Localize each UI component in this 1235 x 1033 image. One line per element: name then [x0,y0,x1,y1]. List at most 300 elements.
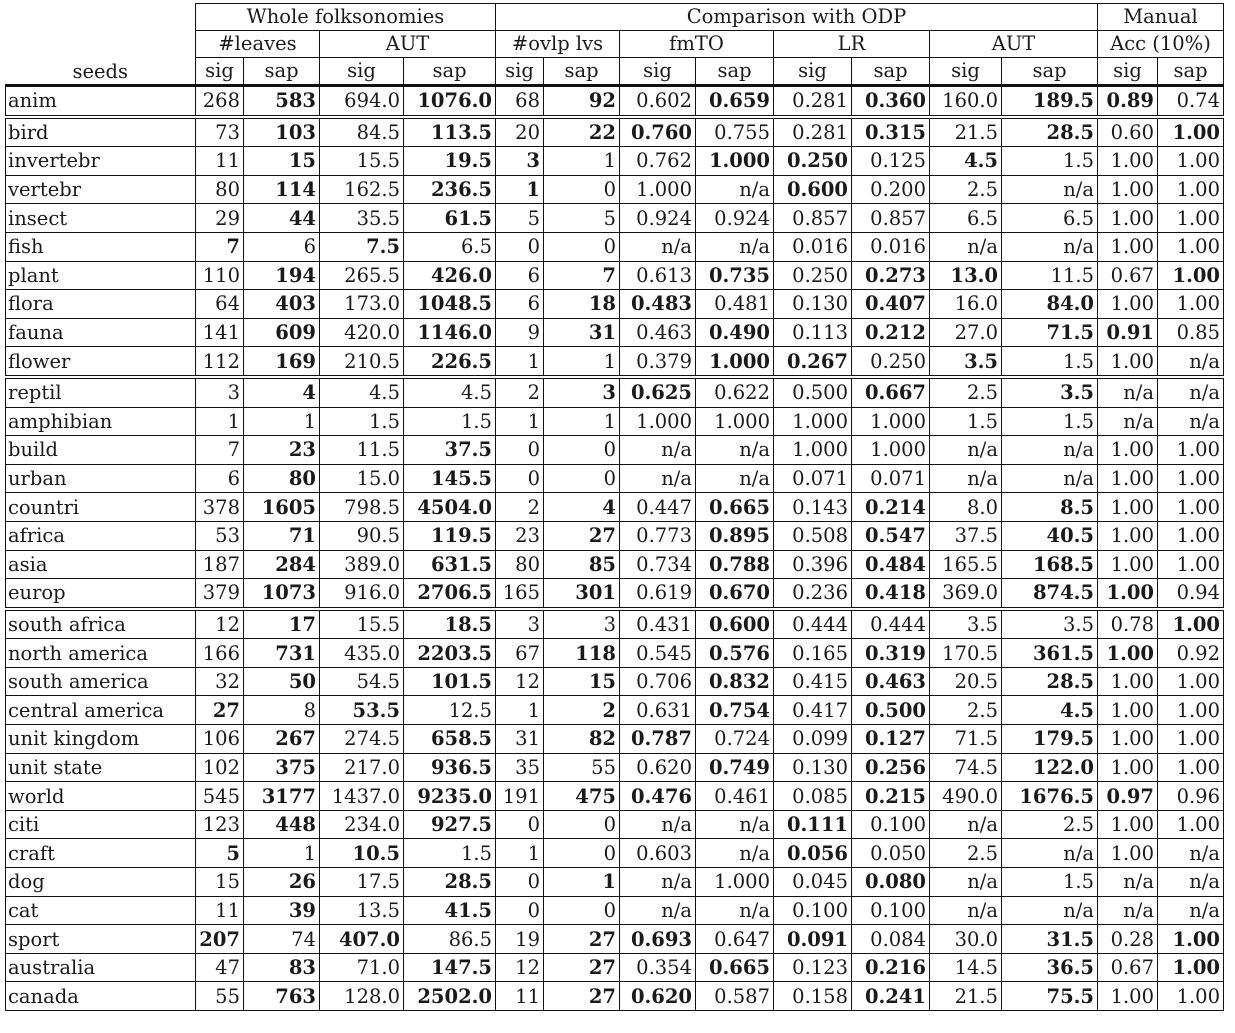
value-cell: 1.00 [1158,117,1224,147]
value-cell: 1073 [244,579,320,609]
value-cell: n/a [930,868,1002,897]
value-cell: 1.00 [1158,464,1224,493]
value-cell: 2 [496,493,544,522]
method-header: sig [620,58,696,86]
value-cell: 1.00 [1158,175,1224,204]
value-cell: 80 [244,464,320,493]
value-cell: 3 [544,377,620,407]
value-cell: 1.00 [1158,521,1224,550]
metric-header: fmTO [620,31,774,58]
value-cell: 0.613 [620,261,696,290]
value-cell: 1 [544,347,620,377]
value-cell: 1.00 [1098,667,1158,696]
value-cell: 1.00 [1098,493,1158,522]
value-cell: 55 [196,982,244,1011]
value-cell: n/a [1002,436,1098,465]
value-cell: 3.5 [930,609,1002,639]
value-cell: 0.74 [1158,86,1224,117]
value-cell: 0 [544,436,620,465]
value-cell: 1.000 [620,175,696,204]
value-cell: n/a [1002,464,1098,493]
value-cell: 110 [196,261,244,290]
metric-header: LR [774,31,930,58]
value-cell: 9 [496,318,544,347]
value-cell: 119.5 [404,521,496,550]
value-cell: 0.508 [774,521,852,550]
value-cell: 0.354 [620,953,696,982]
value-cell: 2 [544,696,620,725]
value-cell: 191 [496,782,544,811]
value-cell: 1.5 [1002,407,1098,436]
value-cell: 284 [244,550,320,579]
value-cell: 92 [544,86,620,117]
value-cell: 274.5 [320,725,404,754]
value-cell: 916.0 [320,579,404,609]
value-cell: 113.5 [404,117,496,147]
value-cell: n/a [620,436,696,465]
value-cell: 0.665 [696,953,774,982]
value-cell: 1 [496,175,544,204]
value-cell: 1146.0 [404,318,496,347]
value-cell: 15.0 [320,464,404,493]
value-cell: 3.5 [930,347,1002,377]
seed-cell: world [6,782,196,811]
value-cell: 61.5 [404,204,496,233]
group-header: Comparison with ODP [496,4,1098,31]
value-cell: 0.484 [852,550,930,579]
value-cell: 2502.0 [404,982,496,1011]
value-cell: 0.545 [620,639,696,668]
value-cell: 3.5 [1002,377,1098,407]
seed-cell: citi [6,810,196,839]
value-cell: 10.5 [320,839,404,868]
group-header: Whole folksonomies [196,4,496,31]
value-cell: 0.94 [1158,579,1224,609]
value-cell: 0.360 [852,86,930,117]
value-cell: 389.0 [320,550,404,579]
value-cell: 0.080 [852,868,930,897]
value-cell: 763 [244,982,320,1011]
value-cell: 35.5 [320,204,404,233]
value-cell: 6.5 [404,232,496,261]
value-cell: 1.5 [1002,147,1098,176]
value-cell: 217.0 [320,753,404,782]
table-row [6,147,1224,176]
value-cell: 1.00 [1158,753,1224,782]
method-header: sap [696,58,774,86]
value-cell: 1.5 [1002,347,1098,377]
value-cell: 8 [244,696,320,725]
value-cell: 20 [496,117,544,147]
value-cell: 0.273 [852,261,930,290]
value-cell: 0.85 [1158,318,1224,347]
value-cell: 6 [244,232,320,261]
value-cell: 0.123 [774,953,852,982]
value-cell: 0.773 [620,521,696,550]
value-cell: 64 [196,290,244,319]
metric-header: #leaves [196,31,320,58]
value-cell: 0 [544,839,620,868]
seed-cell: reptil [6,377,196,407]
value-cell: 0.016 [852,232,930,261]
value-cell: 169 [244,347,320,377]
value-cell: n/a [1158,407,1224,436]
table-row [6,725,1224,754]
value-cell: 84.0 [1002,290,1098,319]
seed-cell: cat [6,896,196,925]
value-cell: 1.00 [1158,493,1224,522]
value-cell: 265.5 [320,261,404,290]
value-cell: 0.415 [774,667,852,696]
seed-cell: urban [6,464,196,493]
value-cell: 1.00 [1098,639,1158,668]
value-cell: 12 [496,953,544,982]
value-cell: 0.576 [696,639,774,668]
value-cell: 0.100 [852,810,930,839]
value-cell: n/a [1158,896,1224,925]
value-cell: 85 [544,550,620,579]
value-cell: 0.216 [852,953,930,982]
group-header-row [6,4,1224,31]
value-cell: 1.00 [1158,204,1224,233]
value-cell: 0.91 [1098,318,1158,347]
value-cell: 267 [244,725,320,754]
value-cell: 4.5 [1002,696,1098,725]
value-cell: 84.5 [320,117,404,147]
value-cell: 0.281 [774,86,852,117]
value-cell: 0.603 [620,839,696,868]
value-cell: 15.5 [320,147,404,176]
value-cell: 47 [196,953,244,982]
metric-header: AUT [320,31,496,58]
value-cell: 0.236 [774,579,852,609]
value-cell: 234.0 [320,810,404,839]
value-cell: 1076.0 [404,86,496,117]
value-cell: 1 [544,868,620,897]
value-cell: n/a [930,896,1002,925]
value-cell: 187 [196,550,244,579]
value-cell: 80 [496,550,544,579]
value-cell: 35 [496,753,544,782]
value-cell: 7 [196,232,244,261]
value-cell: 27 [544,953,620,982]
value-cell: 0.084 [852,925,930,954]
value-cell: 631.5 [404,550,496,579]
value-cell: 2.5 [930,839,1002,868]
value-cell: 1.00 [1098,436,1158,465]
value-cell: 0.071 [774,464,852,493]
value-cell: 165.5 [930,550,1002,579]
value-cell: 0.483 [620,290,696,319]
value-cell: 1.00 [1098,725,1158,754]
value-cell: 927.5 [404,810,496,839]
value-cell: 1.00 [1158,725,1224,754]
value-cell: 165 [496,579,544,609]
method-header: sap [852,58,930,86]
value-cell: 1.000 [774,436,852,465]
table-row [6,493,1224,522]
table-row [6,696,1224,725]
value-cell: 936.5 [404,753,496,782]
value-cell: 0.857 [774,204,852,233]
method-header: sig [1098,58,1158,86]
value-cell: 189.5 [1002,86,1098,117]
value-cell: 1.00 [1098,550,1158,579]
value-cell: 0.281 [774,117,852,147]
seed-cell: unit kingdom [6,725,196,754]
seed-cell: flora [6,290,196,319]
value-cell: 27 [196,696,244,725]
value-cell: 18 [544,290,620,319]
value-cell: 0.67 [1098,953,1158,982]
table-row [6,868,1224,897]
value-cell: 1.00 [1098,232,1158,261]
value-cell: 1.00 [1098,347,1158,377]
value-cell: 1.000 [696,868,774,897]
value-cell: 128.0 [320,982,404,1011]
value-cell: 0.693 [620,925,696,954]
value-cell: 2203.5 [404,639,496,668]
value-cell: n/a [1002,839,1098,868]
value-cell: 1.00 [1158,436,1224,465]
value-cell: 0 [496,232,544,261]
value-cell: 1.000 [852,407,930,436]
value-cell: 0.250 [852,347,930,377]
value-cell: 54.5 [320,667,404,696]
value-cell: 4 [244,377,320,407]
value-cell: 37.5 [930,521,1002,550]
value-cell: 435.0 [320,639,404,668]
seed-cell: europ [6,579,196,609]
value-cell: 1.00 [1158,953,1224,982]
value-cell: 31 [544,318,620,347]
value-cell: 236.5 [404,175,496,204]
value-cell: 1.00 [1098,464,1158,493]
value-cell: 0.396 [774,550,852,579]
value-cell: 27 [544,925,620,954]
value-cell: 0 [544,896,620,925]
value-cell: 23 [496,521,544,550]
value-cell: 6 [496,261,544,290]
value-cell: 0.241 [852,982,930,1011]
value-cell: 0.250 [774,261,852,290]
value-cell: 0.071 [852,464,930,493]
value-cell: 19 [496,925,544,954]
value-cell: 1.00 [1098,982,1158,1011]
value-cell: 21.5 [930,117,1002,147]
value-cell: 0.735 [696,261,774,290]
seed-cell: craft [6,839,196,868]
value-cell: 11 [196,147,244,176]
value-cell: 0.214 [852,493,930,522]
value-cell: n/a [620,896,696,925]
value-cell: 12 [496,667,544,696]
value-cell: 0.754 [696,696,774,725]
seed-cell: invertebr [6,147,196,176]
value-cell: 301 [544,579,620,609]
table-row [6,753,1224,782]
value-cell: 0.832 [696,667,774,696]
value-cell: 90.5 [320,521,404,550]
value-cell: 420.0 [320,318,404,347]
value-cell: n/a [1158,868,1224,897]
value-cell: n/a [696,175,774,204]
value-cell: 73 [196,117,244,147]
value-cell: 0.500 [774,377,852,407]
table-row [6,86,1224,117]
value-cell: n/a [1098,377,1158,407]
value-cell: 0.734 [620,550,696,579]
value-cell: 74 [244,925,320,954]
value-cell: n/a [1158,839,1224,868]
value-cell: 3 [496,609,544,639]
value-cell: 1 [544,407,620,436]
value-cell: 0 [496,464,544,493]
value-cell: 0.463 [852,667,930,696]
value-cell: 50 [244,667,320,696]
value-cell: 27.0 [930,318,1002,347]
method-header: sap [404,58,496,86]
value-cell: 0.97 [1098,782,1158,811]
value-cell: 71.5 [1002,318,1098,347]
value-cell: 41.5 [404,896,496,925]
value-cell: 23 [244,436,320,465]
value-cell: 1.5 [1002,868,1098,897]
value-cell: 0.099 [774,725,852,754]
metric-header: Acc (10%) [1098,31,1224,58]
seed-cell: africa [6,521,196,550]
value-cell: 0.267 [774,347,852,377]
value-cell: 0.200 [852,175,930,204]
value-cell: 3 [196,377,244,407]
table-row [6,261,1224,290]
value-cell: 71 [244,521,320,550]
value-cell: n/a [620,464,696,493]
value-cell: 28.5 [404,868,496,897]
value-cell: 0.762 [620,147,696,176]
method-header: sig [774,58,852,86]
value-cell: 4.5 [404,377,496,407]
value-cell: 179.5 [1002,725,1098,754]
value-cell: 0.476 [620,782,696,811]
value-cell: 168.5 [1002,550,1098,579]
value-cell: 22 [544,117,620,147]
value-cell: 1.00 [1098,753,1158,782]
value-cell: 658.5 [404,725,496,754]
value-cell: 0.760 [620,117,696,147]
value-cell: n/a [1002,175,1098,204]
value-cell: 0.407 [852,290,930,319]
value-cell: 53.5 [320,696,404,725]
table-row [6,609,1224,639]
value-cell: 21.5 [930,982,1002,1011]
value-cell: 3 [496,147,544,176]
value-cell: n/a [696,436,774,465]
value-cell: 162.5 [320,175,404,204]
seed-cell: north america [6,639,196,668]
table-body [6,86,1224,1011]
table-row [6,982,1224,1011]
value-cell: 6 [196,464,244,493]
value-cell: 1.000 [696,347,774,377]
value-cell: 5 [544,204,620,233]
value-cell: 0.600 [774,175,852,204]
seed-cell: build [6,436,196,465]
value-cell: 0.050 [852,839,930,868]
value-cell: 147.5 [404,953,496,982]
value-cell: 1.000 [774,407,852,436]
value-cell: 75.5 [1002,982,1098,1011]
value-cell: 0 [496,810,544,839]
value-cell: n/a [696,896,774,925]
value-cell: 101.5 [404,667,496,696]
value-cell: 1048.5 [404,290,496,319]
value-cell: 0.463 [620,318,696,347]
value-cell: 1.00 [1158,925,1224,954]
value-cell: 0.256 [852,753,930,782]
value-cell: 11 [196,896,244,925]
value-cell: 0.100 [852,896,930,925]
seed-cell: sport [6,925,196,954]
value-cell: 5 [196,839,244,868]
value-cell: 9235.0 [404,782,496,811]
value-cell: 8.5 [1002,493,1098,522]
value-cell: 0.130 [774,753,852,782]
value-cell: 11.5 [320,436,404,465]
value-cell: 1 [244,839,320,868]
value-cell: 0.625 [620,377,696,407]
seed-cell: vertebr [6,175,196,204]
value-cell: 874.5 [1002,579,1098,609]
value-cell: 0.647 [696,925,774,954]
value-cell: 0.924 [696,204,774,233]
table-row [6,521,1224,550]
table-row [6,436,1224,465]
value-cell: 0.96 [1158,782,1224,811]
value-cell: n/a [1098,868,1158,897]
table-row [6,407,1224,436]
value-cell: 1.5 [404,839,496,868]
value-cell: 0.28 [1098,925,1158,954]
value-cell: 173.0 [320,290,404,319]
value-cell: n/a [930,436,1002,465]
seed-cell: anim [6,86,196,117]
value-cell: 4 [544,493,620,522]
value-cell: 0.622 [696,377,774,407]
seeds-header: seeds [6,4,196,86]
value-cell: 1.000 [620,407,696,436]
value-cell: n/a [696,810,774,839]
seed-cell: canada [6,982,196,1011]
value-cell: 37.5 [404,436,496,465]
value-cell: 1.00 [1098,175,1158,204]
value-cell: 0.857 [852,204,930,233]
table-row [6,232,1224,261]
table-row [6,810,1224,839]
value-cell: 2 [496,377,544,407]
value-cell: 123 [196,810,244,839]
table-row [6,318,1224,347]
value-cell: 0.158 [774,982,852,1011]
value-cell: 39 [244,896,320,925]
value-cell: 19.5 [404,147,496,176]
seed-cell: australia [6,953,196,982]
table-row [6,550,1224,579]
seed-cell: dog [6,868,196,897]
seed-cell: insect [6,204,196,233]
value-cell: 1.00 [1158,147,1224,176]
value-cell: 28.5 [1002,117,1098,147]
